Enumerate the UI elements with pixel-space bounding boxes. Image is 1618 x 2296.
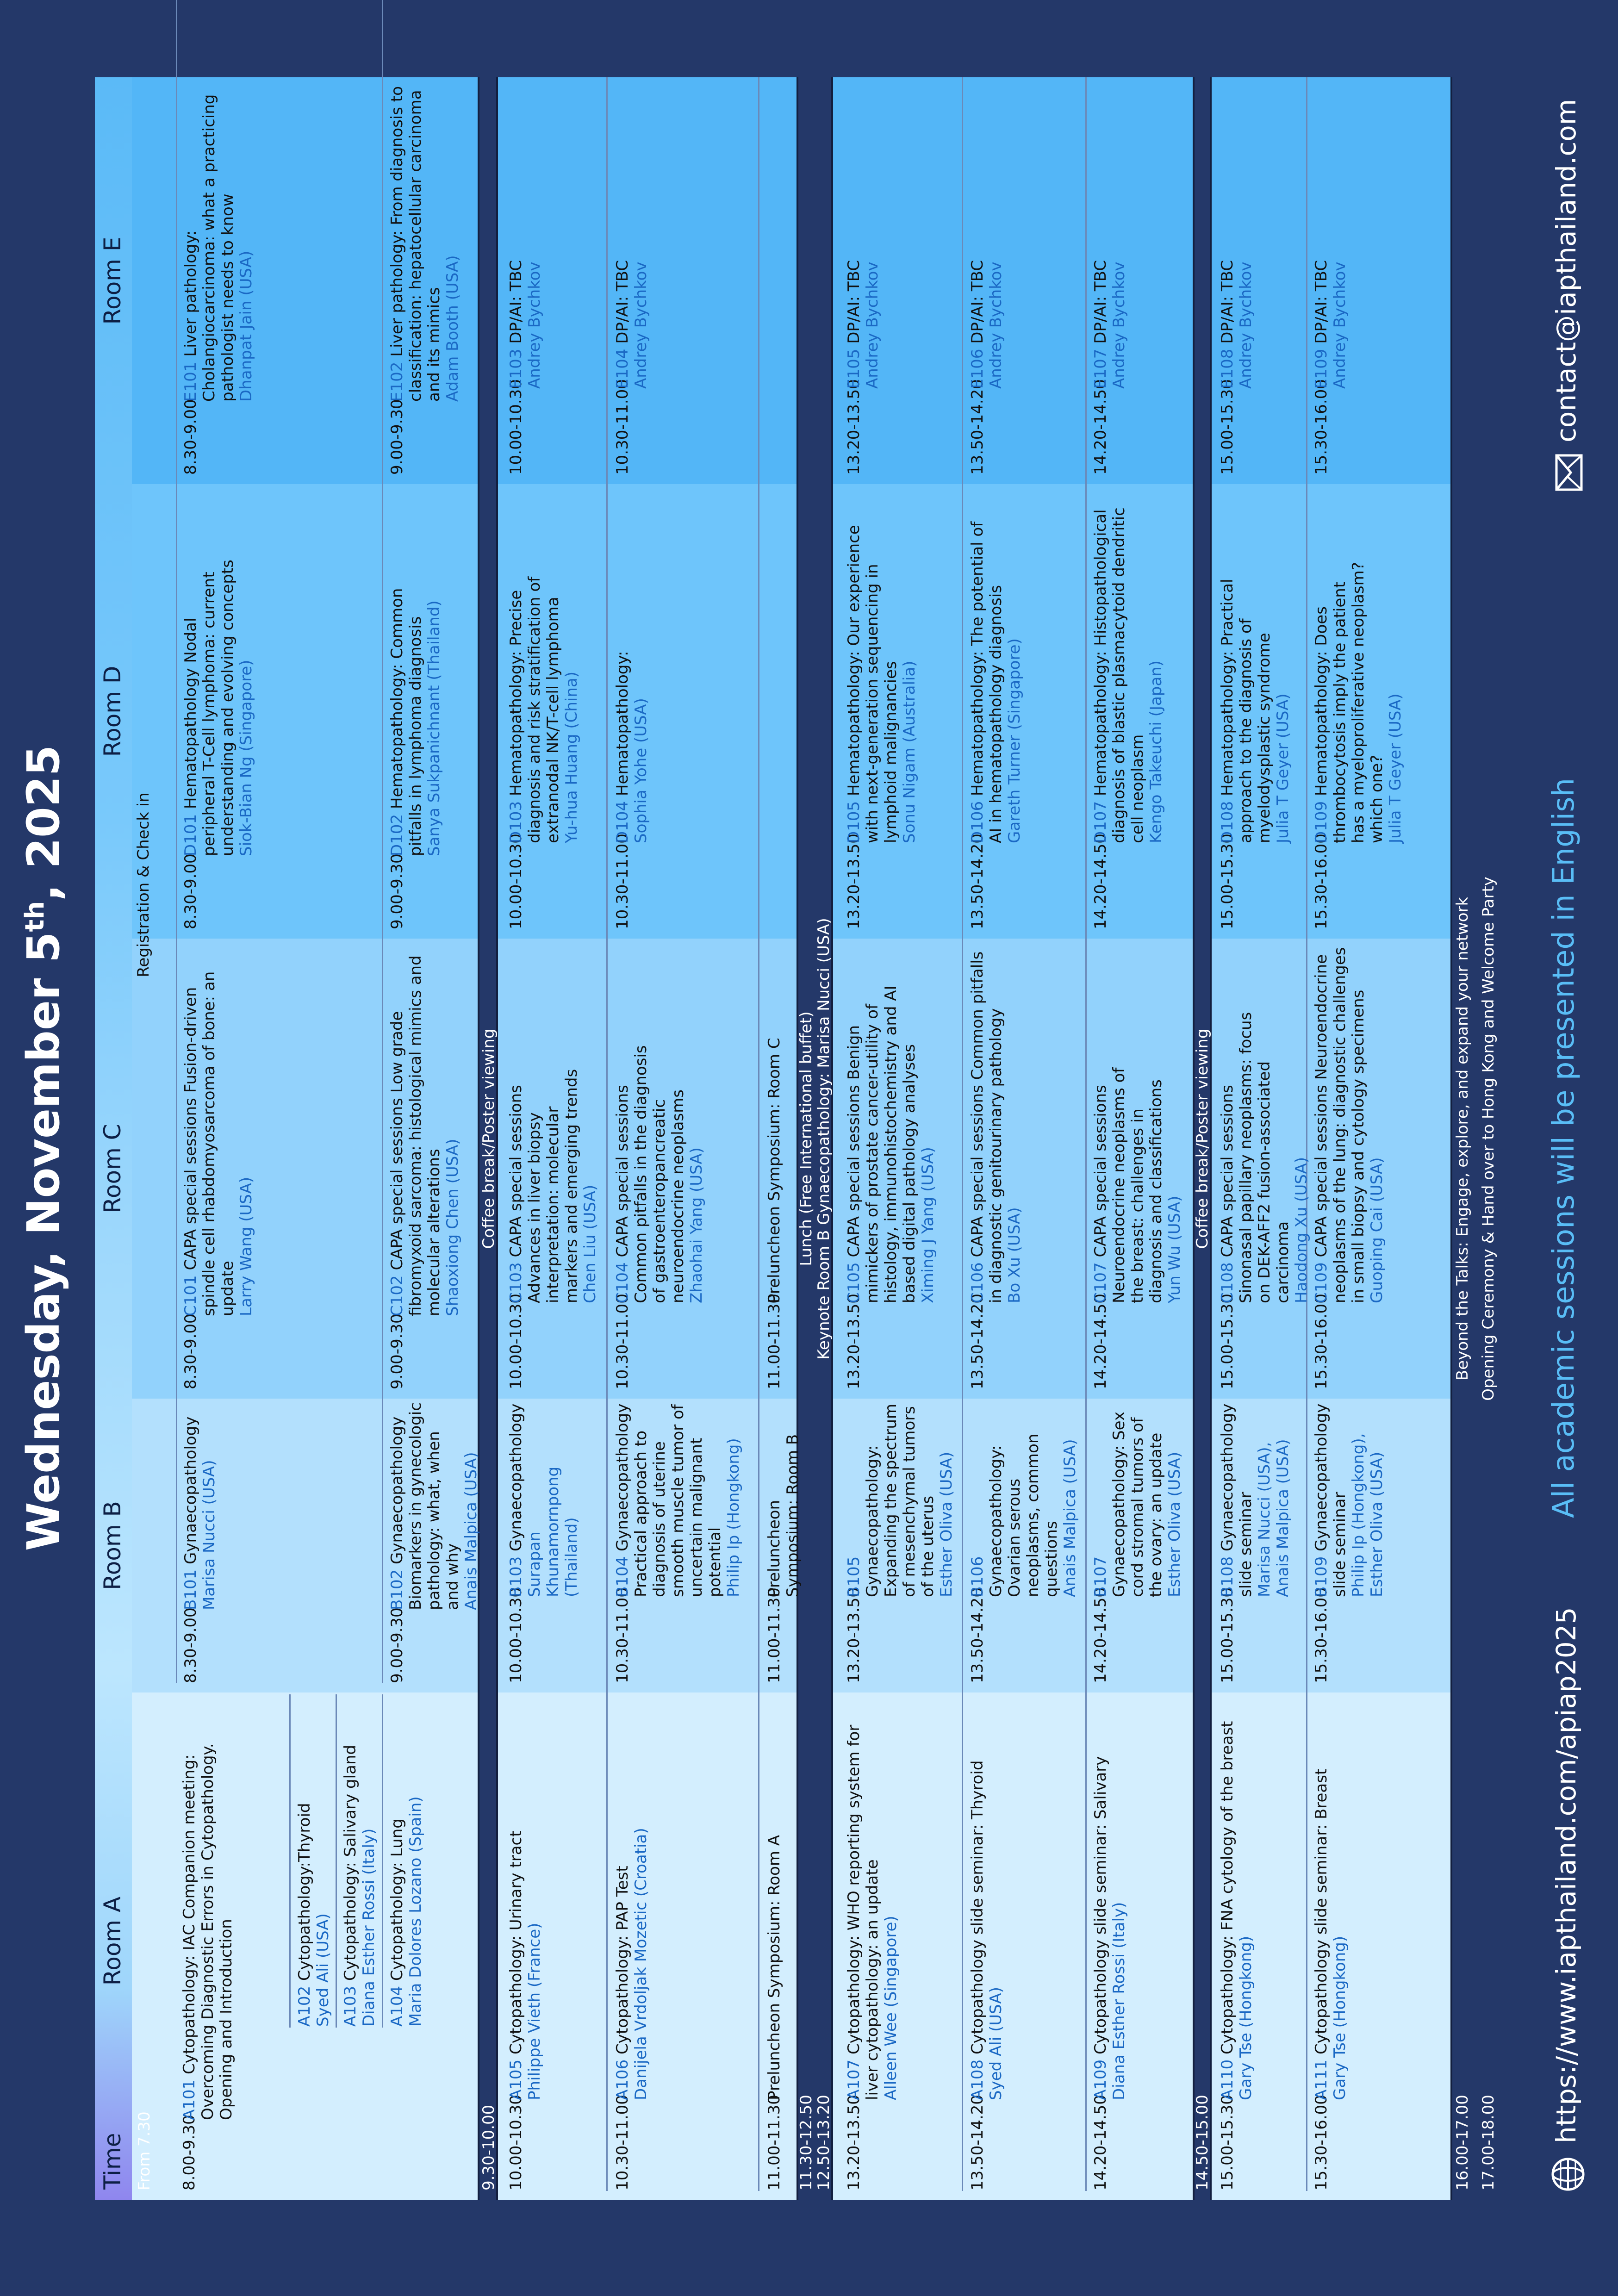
session-code: D108	[1218, 801, 1237, 843]
session-desc: DP/AI: TBC	[507, 260, 525, 344]
session-speaker: Julia T Geyer (USA)	[1386, 693, 1405, 843]
session-time: 10.30-11.00	[613, 834, 632, 929]
session-code: C101	[181, 1275, 200, 1316]
session-speaker: Gareth Turner (Singapore)	[1005, 638, 1024, 843]
header-room-c: Room C	[99, 1124, 126, 1213]
session-speaker: Andrey Bychkov	[863, 261, 882, 389]
session-desc: Cytopathology: IAC Companion meeting: Overcoming Diagnostic Errors in Cytopathology. Opening and Introduction	[180, 1743, 236, 2120]
session-code: C102	[388, 1275, 406, 1316]
session-speaker: Andrey Bychkov	[1237, 261, 1255, 389]
session-time: 10.30-11.00	[613, 1294, 632, 1389]
session-desc: Cytopathology: WHO reporting system for liver cytopathology: an update	[845, 1724, 882, 2100]
session-desc: Hematopathology: The potential of AI in hematopathology diagnosis	[968, 521, 1005, 843]
session-speaker: Andrey Bychkov	[1110, 261, 1128, 389]
session-code: E103	[507, 348, 525, 389]
session-time: 15.00-15.30	[1218, 1587, 1237, 1683]
session-speaker: Siok-Bian Ng (Singapore)	[237, 660, 255, 856]
title-sup: th	[20, 901, 50, 932]
session-desc: Cytopathology: FNA cytology of the breast	[1218, 1721, 1237, 2055]
session-speaker: Anais Malpica (USA)	[462, 1452, 480, 1610]
session-speaker: Shaoxiong Chen (USA)	[443, 1139, 462, 1316]
session-desc: CAPA special sessions Sinonasal papillary neoplasms: focus on DEK-AFF2 fusion-associated carcinoma	[1218, 1012, 1292, 1303]
session-time: 14.20-14.50	[1091, 834, 1110, 929]
break2-band: Coffee break/Poster viewing	[1193, 1028, 1212, 1249]
session-code: E101	[181, 361, 200, 402]
session-time: 13.20-13.50	[845, 379, 863, 475]
session-desc: Gynaecopathology	[181, 1416, 200, 1564]
session-time: 10.30-11.00	[613, 2095, 632, 2190]
session-time: 14.20-14.50	[1091, 1587, 1110, 1683]
session-code: A109	[1091, 2059, 1110, 2100]
session-speaker: Ximing J Yang (USA)	[919, 1147, 937, 1303]
session-desc: DP/AI: TBC	[1091, 260, 1110, 344]
time-lunch: 11.30-12.50	[797, 2095, 815, 2190]
session-desc: Preluncheon Symposium: Room A	[765, 1835, 784, 2100]
session-code: B101	[181, 1569, 200, 1610]
session-desc: CAPA special sessions Advances in liver biopsy interpretation: molecular markers and emerging trends	[507, 1069, 581, 1303]
session-desc: Hematopathology:	[613, 651, 632, 796]
break1-band: Coffee break/Poster viewing	[479, 1028, 498, 1249]
session-time: 14.20-14.50	[1091, 1294, 1110, 1389]
session-speaker: Kengo Takeuchi (Japan)	[1147, 660, 1165, 843]
session-time: 9.00-9.30	[388, 853, 406, 929]
beyond-band: Beyond the Talks: Engage, explore, and expand your network	[1453, 896, 1472, 1381]
session-code: C105	[845, 1262, 863, 1303]
header-time: Time	[99, 2133, 126, 2190]
session-speaker: Philippe Vieth (France)	[525, 1923, 544, 2100]
session-speaker: Larry Wang (USA)	[237, 1176, 255, 1316]
keynote-band: Keynote Room B Gynaecopathology: Marisa Nucci (USA)	[815, 918, 833, 1360]
session-speaker: Philip Ip (Hongkong),	[1349, 1433, 1368, 1597]
page-title	[18, 0, 69, 2296]
time-from730: From 7.30	[135, 2111, 154, 2190]
session-desc: Cytopathology: Lung	[388, 1818, 406, 1981]
session-speaker-2: Anais Malpica (USA)	[1274, 1439, 1292, 1597]
session-time: 11.00-11.30	[765, 1587, 784, 1683]
session-speaker: Julia T Geyer (USA)	[1274, 693, 1292, 843]
opening-band: Opening Ceremony & Hand over to Hong Kong and Welcome Party	[1479, 877, 1498, 1401]
time-break2: 14.50-15.00	[1193, 2095, 1212, 2190]
session-desc: Cytopathology:Thyroid	[295, 1803, 314, 1981]
session-speaker: Andrey Bychkov	[987, 261, 1005, 389]
session-speaker: Bo Xu (USA)	[1005, 1207, 1024, 1303]
session-time: 13.50-14.20	[968, 1587, 987, 1683]
session-code: D103	[507, 801, 525, 843]
session-desc: Cytopathology slide seminar: Breast	[1312, 1768, 1331, 2055]
session-speaker: Alleen Wee (Singapore)	[882, 1916, 900, 2100]
session-desc: CAPA special sessions Common pitfalls in the diagnosis of gastroenteropancreatic neuroendocrine neoplasms	[613, 1045, 687, 1303]
session-time: 15.30-16.00	[1312, 2095, 1331, 2190]
session-time: 8.30-9.00	[181, 399, 200, 475]
session-time: 15.30-16.00	[1312, 379, 1331, 475]
session-code: A102	[295, 1985, 314, 2027]
session-speaker: Marisa Nucci (USA),	[1255, 1442, 1274, 1597]
session-time: 10.00-10.30	[507, 1294, 525, 1389]
session-speaker: Chen Liu (USA)	[581, 1184, 599, 1303]
session-desc: DP/AI: TBC	[845, 260, 863, 344]
session-speaker: Philip Ip (Hongkong)	[724, 1438, 743, 1597]
session-desc: Hematopathology: Our experience with next-generation sequencing in lymphoid malignancies	[845, 525, 900, 843]
session-code: B105	[845, 1556, 863, 1597]
session-code: D104	[613, 801, 632, 843]
session-speaker: Esther Oliva (USA)	[937, 1451, 956, 1597]
session-desc: Hematopathology: Does thrombocytosis imply the patient has a myeloproliferative neoplasm? which one?	[1312, 562, 1386, 843]
session-speaker: Dhanpat Jain (USA)	[237, 250, 255, 402]
session-desc: CAPA special sessions Common pitfalls in diagnostic genitourinary pathology	[968, 951, 1005, 1303]
session-speaker: Yun Wu (USA)	[1165, 1195, 1184, 1303]
lunch-band: Lunch (Free International buffet)	[797, 1011, 815, 1266]
session-time: 10.00-10.30	[507, 379, 525, 475]
session-code: E104	[613, 348, 632, 389]
session-speaker: Diana Esther Rossi (Italy)	[1110, 1902, 1128, 2100]
session-desc: Hematopathology: Precise diagnosis and risk stratification of extranodal NK/T-cell lymphoma	[507, 576, 562, 843]
time-beyond: 16.00-17.00	[1453, 2095, 1472, 2190]
session-speaker: Anais Malpica (USA)	[1061, 1439, 1079, 1597]
session-speaker: Sophia Yohe (USA)	[632, 698, 650, 843]
session-time: 13.20-13.50	[845, 2095, 863, 2190]
session-desc: Gynaecopathology: Expanding the spectrum of mesenchymal tumors of the uterus	[863, 1403, 937, 1597]
session-code: B104	[613, 1556, 632, 1597]
session-speaker-2: Esther Oliva (USA)	[1368, 1451, 1386, 1597]
header-room-a: Room A	[99, 1896, 126, 1986]
header-room-d: Room D	[99, 666, 126, 757]
title-year: , 2025	[18, 745, 69, 901]
session-desc: DP/AI: TBC	[613, 260, 632, 344]
session-time: 8.30-9.00	[181, 853, 200, 929]
time-break1: 9.30-10.00	[479, 2104, 498, 2190]
session-speaker: Maria Dolores Lozano (Spain)	[406, 1796, 425, 2027]
session-desc: Cytopathology slide seminar: Salivary	[1091, 1756, 1110, 2055]
session-code: E109	[1312, 348, 1331, 389]
session-time: 11.00-11.30	[765, 2095, 784, 2190]
session-speaker: Marisa Nucci (USA)	[200, 1460, 218, 1610]
session-time: 11.00-11.30	[765, 1294, 784, 1389]
session-time: 13.50-14.20	[968, 1294, 987, 1389]
session-code: E107	[1091, 348, 1110, 389]
session-code: A104	[388, 1985, 406, 2027]
session-speaker: Haodong Xu (USA)	[1292, 1157, 1311, 1303]
session-time: 9.00-9.30	[388, 399, 406, 475]
session-time: 9.00-9.30	[388, 1313, 406, 1389]
mail-icon	[1555, 454, 1583, 491]
session-desc: DP/AI: TBC	[1312, 260, 1331, 344]
session-desc: DP/AI: TBC	[968, 260, 987, 344]
session-speaker: Diana Esther Rossi (Italy)	[360, 1828, 378, 2027]
session-code: A107	[845, 2059, 863, 2100]
session-code: B108	[1218, 1556, 1237, 1597]
session-code: E106	[968, 348, 987, 389]
session-time: 15.30-16.00	[1312, 834, 1331, 929]
session-desc: CAPA special sessions Neuroendocrine neoplasms of the lung: diagnostic challenges in small biopsy and cytology specimens	[1312, 947, 1368, 1303]
session-time: 15.30-16.00	[1312, 1294, 1331, 1389]
time-keynote: 12.50-13.20	[815, 2095, 833, 2190]
session-code: C108	[1218, 1262, 1237, 1303]
session-code: C103	[507, 1262, 525, 1303]
session-code: E108	[1218, 348, 1237, 389]
session-time: 8.30-9.00	[181, 1607, 200, 1683]
session-time: 9.00-9.30	[388, 1607, 406, 1683]
session-desc: Preluncheon Symposium: Room C	[765, 1038, 784, 1303]
session-code: D101	[181, 814, 200, 856]
session-time: 13.50-14.20	[968, 2095, 987, 2190]
session-code: D107	[1091, 801, 1110, 843]
session-speaker: Zhaohai Yang (USA)	[687, 1147, 706, 1303]
session-desc: Hematopathology: Practical approach to the diagnosis of myelodysplastic syndrome	[1218, 579, 1274, 843]
session-code: B103	[507, 1556, 525, 1597]
email-link[interactable]: contact@iapthailand.com	[1550, 99, 1582, 442]
session-time: 10.30-11.00	[613, 379, 632, 475]
session-desc: Hematopathology: Common pitfalls in lymphoma diagnosis	[388, 588, 425, 856]
session-desc: Cytopathology: PAP Test	[613, 1866, 632, 2055]
session-time: 13.20-13.50	[845, 834, 863, 929]
session-time: 13.50-14.20	[968, 379, 987, 475]
session-desc: Gynaecopathology Practical approach to diagnosis of uterine smooth muscle tumor of uncertain malignant potential	[613, 1403, 724, 1597]
session-code: C109	[1312, 1262, 1331, 1303]
session-desc: CAPA special sessions Benign mimickers of prostate cancer-utility of histology, immunohistochemistry and AI based digital pathology analyses	[845, 985, 919, 1303]
session-speaker: Gary Tse (Hongkong)	[1331, 1935, 1349, 2100]
session-code: D102	[388, 814, 406, 856]
session-speaker: Guoping Cai (USA)	[1368, 1157, 1386, 1303]
session-speaker: Esther Oliva (USA)	[1165, 1451, 1184, 1597]
session-speaker: Danijela Vrdoljak Mozetic (Croatia)	[632, 1828, 650, 2100]
session-time: 13.20-13.50	[845, 1294, 863, 1389]
session-speaker: Syed Ali (USA)	[987, 1987, 1005, 2100]
session-code: D109	[1312, 801, 1331, 843]
session-desc: Hematopathology Nodal peripheral T-Cell lymphoma: current understanding and evolving concepts	[181, 560, 237, 856]
session-desc: Gynaecopathology slide seminar	[1218, 1403, 1255, 1597]
session-speaker: Yu-hua Huang (China)	[562, 672, 581, 843]
session-time: 13.50-14.20	[968, 834, 987, 929]
session-time: 10.00-10.30	[507, 1587, 525, 1683]
session-desc: Gynaecopathology	[507, 1403, 525, 1551]
session-code: D105	[845, 801, 863, 843]
session-time: 14.20-14.50	[1091, 379, 1110, 475]
header-room-b: Room B	[99, 1501, 126, 1590]
session-desc: Liver pathology: From diagnosis to classification: hepatocellular carcinoma and its mimics	[388, 86, 443, 402]
session-desc: Hematopathology: Histopathological diagnosis of blastic plasmacytoid dendritic cell neoplasm	[1091, 507, 1147, 843]
session-desc: Gynaecopathology Biomarkers in gynecologic pathology: what, when and why	[388, 1402, 462, 1610]
session-time: 10.00-10.30	[507, 2095, 525, 2190]
session-code: B102	[388, 1569, 406, 1610]
session-desc: CAPA special sessions Low grade fibromyxoid sarcoma: histological mimics and molecular alterations	[388, 955, 443, 1316]
session-code: E105	[845, 348, 863, 389]
session-desc: Liver pathology: Cholangiocarcinoma: what a practicing pathologist needs to know	[181, 94, 237, 402]
session-speaker: Andrey Bychkov	[632, 261, 650, 389]
session-time: 13.20-13.50	[845, 1587, 863, 1683]
session-speaker: Surapan Khunamornpong (Thailand)	[525, 1466, 581, 1597]
session-time: 8.00-9.30	[180, 2115, 199, 2190]
session-desc: Cytopathology: Urinary tract	[507, 1830, 525, 2055]
time-opening: 17.00-18.00	[1479, 2095, 1498, 2190]
session-desc: DP/AI: TBC	[1218, 260, 1237, 344]
session-code: B107	[1091, 1556, 1110, 1597]
session-code: D106	[968, 801, 987, 843]
session-code: A105	[507, 2059, 525, 2100]
session-time: 15.00-15.30	[1218, 1294, 1237, 1389]
title-main: Wednesday, November 5	[18, 932, 69, 1551]
session-code: C106	[968, 1262, 987, 1303]
header-room-e: Room E	[99, 236, 126, 325]
session-time: 15.00-15.30	[1218, 379, 1237, 475]
session-speaker: Sanya Sukpanichnant (Thailand)	[425, 600, 443, 856]
session-time: 15.00-15.30	[1218, 834, 1237, 929]
session-desc: Preluncheon Symposium: Room B	[765, 1434, 802, 1597]
session-speaker: Andrey Bychkov	[1331, 261, 1349, 389]
session-code: C107	[1091, 1262, 1110, 1303]
session-speaker: Sonu Nigam (Australia)	[900, 660, 919, 843]
language-note: All academic sessions will be presented in English	[1547, 778, 1581, 1518]
session-code: A101	[180, 2079, 199, 2120]
session-time: 10.30-11.00	[613, 1587, 632, 1683]
session-desc: Gynaecopathology: Sex cord stromal tumors of the ovary: an update	[1110, 1411, 1165, 1597]
session-code: A106	[613, 2059, 632, 2100]
session-time: 15.30-16.00	[1312, 1587, 1331, 1683]
session-code: A111	[1312, 2059, 1331, 2100]
session-code: A108	[968, 2059, 987, 2100]
session-desc: CAPA special sessions Neuroendocrine neoplasms of the breast: challenges in diagnosis and classifications	[1091, 1067, 1165, 1303]
session-code: B109	[1312, 1556, 1331, 1597]
session-speaker: Gary Tse (Hongkong)	[1237, 1935, 1255, 2100]
session-code: C104	[613, 1262, 632, 1303]
session-code: E102	[388, 361, 406, 402]
session-time: 15.00-15.30	[1218, 2095, 1237, 2190]
session-speaker: Adam Booth (USA)	[443, 255, 462, 402]
session-desc: Gynaecopathology: Ovarian serous neoplasms, common questions	[987, 1433, 1061, 1597]
session-desc: Cytopathology slide seminar: Thyroid	[968, 1760, 987, 2055]
website-link[interactable]: https://www.iapthailand.com/apiap2025	[1550, 1607, 1582, 2143]
session-speaker: Andrey Bychkov	[525, 261, 544, 389]
session-code: A103	[341, 1985, 360, 2027]
session-speaker: Syed Ali (USA)	[314, 1913, 332, 2027]
session-desc: Cytopathology: Salivary gland	[341, 1745, 360, 1981]
session-time: 10.00-10.30	[507, 834, 525, 929]
session-code: A110	[1218, 2059, 1237, 2100]
session-code: B106	[968, 1556, 987, 1597]
session-desc: Gynaecopathology slide seminar	[1312, 1403, 1349, 1597]
session-desc: CAPA special sessions Fusion-driven spindle cell rhabdomyosarcoma of bone: an update	[181, 971, 237, 1316]
session-time: 8.30-9.00	[181, 1313, 200, 1389]
registration-band: Registration & Check in	[134, 792, 153, 977]
session-time: 14.20-14.50	[1091, 2095, 1110, 2190]
